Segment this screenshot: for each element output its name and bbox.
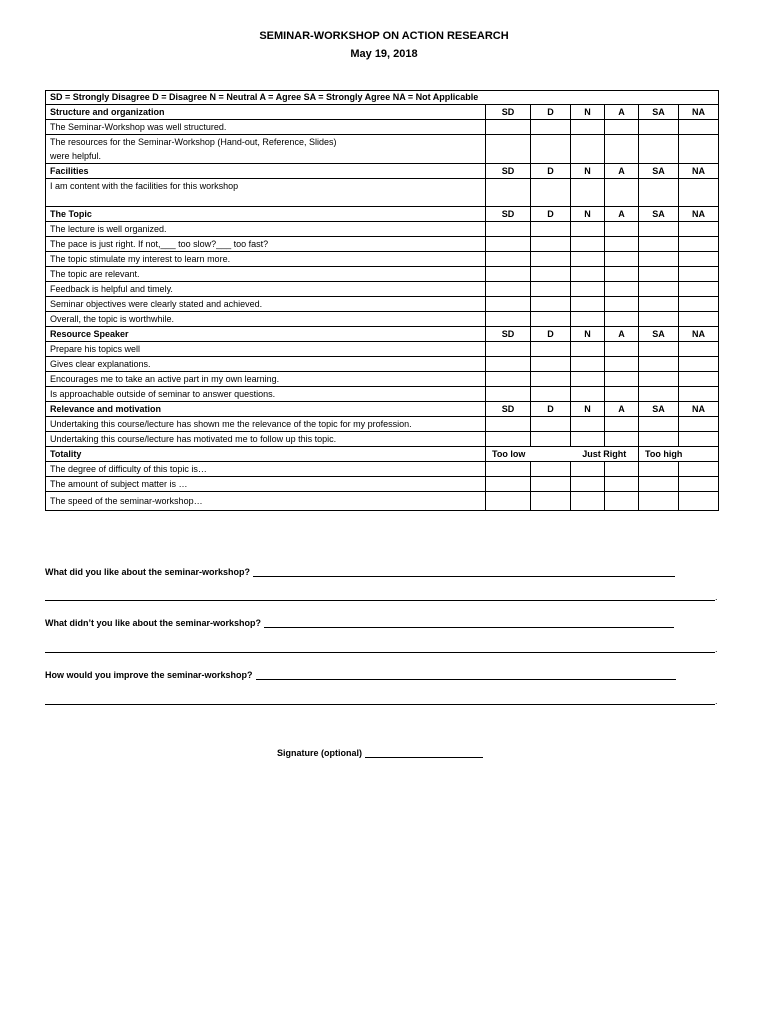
scale-d: D <box>531 327 571 342</box>
item-label: The speed of the seminar-workshop… <box>46 492 486 511</box>
rating-cell[interactable] <box>639 477 679 492</box>
rating-cell[interactable] <box>486 477 531 492</box>
rating-cell[interactable] <box>639 135 679 164</box>
rating-cell[interactable] <box>605 312 639 327</box>
section-title: Relevance and motivation <box>46 402 486 417</box>
rating-cell[interactable] <box>679 237 719 252</box>
rating-cell[interactable] <box>639 312 679 327</box>
rating-cell[interactable] <box>571 387 605 402</box>
item-label: The amount of subject matter is … <box>46 477 486 492</box>
form-date: May 19, 2018 <box>350 48 418 60</box>
item-label: Overall, the topic is worthwhile. <box>46 312 486 327</box>
item-label: The Seminar-Workshop was well structured. <box>46 120 486 135</box>
rating-cell[interactable] <box>605 237 639 252</box>
table-row <box>46 462 719 477</box>
rating-cell[interactable] <box>571 417 605 432</box>
rating-cell[interactable] <box>639 462 679 477</box>
table-row <box>46 135 719 164</box>
scale-a: A <box>605 402 639 417</box>
table-row <box>46 237 719 252</box>
section-header-relevance <box>46 402 719 417</box>
table-row <box>46 477 719 492</box>
rating-cell[interactable] <box>486 267 531 282</box>
rating-cell[interactable] <box>486 462 531 477</box>
answer-line[interactable] <box>253 567 675 577</box>
rating-cell[interactable] <box>486 387 531 402</box>
rating-cell[interactable] <box>679 297 719 312</box>
rating-cell[interactable] <box>605 222 639 237</box>
rating-cell[interactable] <box>605 179 639 207</box>
rating-cell[interactable] <box>605 432 639 447</box>
rating-cell[interactable] <box>531 417 571 432</box>
scale-sa: SA <box>639 105 679 120</box>
rating-cell[interactable] <box>571 342 605 357</box>
answer-line[interactable] <box>45 600 715 601</box>
item-label: The degree of difficulty of this topic is… <box>46 462 486 477</box>
rating-cell[interactable] <box>486 357 531 372</box>
rating-cell[interactable] <box>605 477 639 492</box>
table-row <box>46 417 719 432</box>
rating-cell[interactable] <box>679 342 719 357</box>
scale-n: N <box>571 402 605 417</box>
item-label: Undertaking this course/lecture has shown me the relevance of the topic for my profession. <box>46 417 486 432</box>
rating-cell[interactable] <box>679 432 719 447</box>
rating-cell[interactable] <box>571 357 605 372</box>
rating-cell[interactable] <box>531 222 571 237</box>
rating-cell[interactable] <box>531 432 571 447</box>
answer-line[interactable] <box>45 704 715 705</box>
line-end-period: . <box>715 644 718 654</box>
rating-cell[interactable] <box>679 267 719 282</box>
rating-cell[interactable] <box>486 297 531 312</box>
rating-cell[interactable] <box>639 252 679 267</box>
answer-line[interactable] <box>264 618 674 628</box>
section-title: Totality <box>46 447 486 462</box>
item-label <box>46 135 486 164</box>
rating-cell[interactable] <box>605 297 639 312</box>
question-improve <box>45 670 676 680</box>
table-row <box>46 432 719 447</box>
scale-n: N <box>571 164 605 179</box>
line-end-period: . <box>715 592 718 602</box>
item-label: Seminar objectives were clearly stated and achieved. <box>46 297 486 312</box>
rating-cell[interactable] <box>605 357 639 372</box>
rating-cell[interactable] <box>639 357 679 372</box>
rating-cell[interactable] <box>486 252 531 267</box>
section-header-topic <box>46 207 719 222</box>
item-label: Undertaking this course/lecture has motivated me to follow up this topic. <box>46 432 486 447</box>
section-header-structure <box>46 105 719 120</box>
question-like-label: What did you like about the seminar-workshop? <box>45 567 251 577</box>
rating-cell[interactable] <box>605 342 639 357</box>
section-title: The Topic <box>46 207 486 222</box>
rating-cell[interactable] <box>486 135 531 164</box>
line-end-period: . <box>715 696 718 706</box>
rating-cell[interactable] <box>571 252 605 267</box>
item-label: Feedback is helpful and timely. <box>46 282 486 297</box>
signature-block <box>277 748 483 758</box>
table-row <box>46 372 719 387</box>
rating-cell[interactable] <box>531 477 571 492</box>
rating-cell[interactable] <box>571 135 605 164</box>
rating-cell[interactable] <box>679 387 719 402</box>
question-dislike <box>45 618 674 628</box>
table-row <box>46 267 719 282</box>
form-title: SEMINAR-WORKSHOP ON ACTION RESEARCH <box>259 30 509 42</box>
rating-cell[interactable] <box>571 477 605 492</box>
rating-cell[interactable] <box>639 387 679 402</box>
rating-cell[interactable] <box>605 120 639 135</box>
rating-cell[interactable] <box>639 222 679 237</box>
rating-cell[interactable] <box>639 342 679 357</box>
rating-cell[interactable] <box>605 372 639 387</box>
rating-cell[interactable] <box>639 297 679 312</box>
rating-cell[interactable] <box>605 417 639 432</box>
scale-sa: SA <box>639 327 679 342</box>
rating-cell[interactable] <box>486 312 531 327</box>
item-label-line: The resources for the Seminar-Workshop (Hand-out, Reference, Slides) <box>50 137 337 147</box>
table-row <box>46 387 719 402</box>
scale-a: A <box>605 327 639 342</box>
question-like <box>45 567 675 577</box>
rating-cell[interactable] <box>679 252 719 267</box>
rating-cell[interactable] <box>531 179 571 207</box>
rating-cell[interactable] <box>679 120 719 135</box>
scale-sd: SD <box>486 105 531 120</box>
item-label: Encourages me to take an active part in my own learning. <box>46 372 486 387</box>
question-dislike-label: What didn’t you like about the seminar-workshop? <box>45 618 262 628</box>
item-label-line: were helpful. <box>50 151 102 161</box>
rating-cell[interactable] <box>531 120 571 135</box>
item-label: Prepare his topics well <box>46 342 486 357</box>
section-title: Facilities <box>46 164 486 179</box>
scale-a: A <box>605 207 639 222</box>
rating-cell[interactable] <box>605 387 639 402</box>
rating-cell[interactable] <box>605 267 639 282</box>
too-high-label: Too high <box>639 447 719 462</box>
rating-cell[interactable] <box>679 222 719 237</box>
section-header-facilities <box>46 164 719 179</box>
rating-cell[interactable] <box>679 312 719 327</box>
rating-cell[interactable] <box>571 179 605 207</box>
scale-d: D <box>531 164 571 179</box>
rating-cell[interactable] <box>531 357 571 372</box>
scale-sd: SD <box>486 164 531 179</box>
rating-cell[interactable] <box>639 492 679 511</box>
rating-cell[interactable] <box>571 432 605 447</box>
rating-cell[interactable] <box>679 282 719 297</box>
scale-sd: SD <box>486 207 531 222</box>
rating-cell[interactable] <box>639 179 679 207</box>
rating-cell[interactable] <box>679 135 719 164</box>
item-label: Gives clear explanations. <box>46 357 486 372</box>
scale-d: D <box>531 105 571 120</box>
rating-cell[interactable] <box>486 342 531 357</box>
table-row <box>46 120 719 135</box>
scale-sa: SA <box>639 164 679 179</box>
rating-cell[interactable] <box>531 387 571 402</box>
rating-cell[interactable] <box>571 222 605 237</box>
rating-cell[interactable] <box>571 462 605 477</box>
scale-na: NA <box>679 105 719 120</box>
item-label: The pace is just right. If not,___ too slow?___ too fast? <box>46 237 486 252</box>
rating-cell[interactable] <box>531 252 571 267</box>
rating-cell[interactable] <box>486 222 531 237</box>
rating-cell[interactable] <box>531 312 571 327</box>
table-row <box>46 297 719 312</box>
evaluation-table <box>45 90 719 511</box>
scale-n: N <box>571 105 605 120</box>
rating-cell[interactable] <box>531 282 571 297</box>
section-title: Resource Speaker <box>46 327 486 342</box>
rating-cell[interactable] <box>531 492 571 511</box>
rating-cell[interactable] <box>639 417 679 432</box>
rating-cell[interactable] <box>679 179 719 207</box>
rating-cell[interactable] <box>571 372 605 387</box>
rating-cell[interactable] <box>531 342 571 357</box>
rating-cell[interactable] <box>531 462 571 477</box>
rating-cell[interactable] <box>679 357 719 372</box>
rating-cell[interactable] <box>679 417 719 432</box>
table-row <box>46 312 719 327</box>
question-improve-label: How would you improve the seminar-workshop? <box>45 670 253 680</box>
table-row <box>46 282 719 297</box>
item-label: I am content with the facilities for this workshop <box>46 179 486 207</box>
scale-na: NA <box>679 207 719 222</box>
rating-cell[interactable] <box>531 135 571 164</box>
rating-cell[interactable] <box>639 372 679 387</box>
just-right-label: Just Right <box>571 447 639 462</box>
rating-cell[interactable] <box>679 492 719 511</box>
rating-cell[interactable] <box>531 237 571 252</box>
too-low-label: Too low <box>486 447 571 462</box>
rating-cell[interactable] <box>486 492 531 511</box>
rating-legend: SD = Strongly Disagree D = Disagree N = Neutral A = Agree SA = Strongly Agree NA = Not Applicable <box>46 91 719 105</box>
signature-line[interactable] <box>365 748 483 758</box>
rating-cell[interactable] <box>571 492 605 511</box>
rating-cell[interactable] <box>571 282 605 297</box>
rating-cell[interactable] <box>571 237 605 252</box>
rating-cell[interactable] <box>486 432 531 447</box>
scale-d: D <box>531 402 571 417</box>
rating-cell[interactable] <box>486 282 531 297</box>
rating-cell[interactable] <box>531 297 571 312</box>
rating-cell[interactable] <box>605 282 639 297</box>
scale-n: N <box>571 207 605 222</box>
rating-cell[interactable] <box>605 492 639 511</box>
signature-label: Signature (optional) <box>277 748 362 758</box>
table-row <box>46 342 719 357</box>
scale-na: NA <box>679 402 719 417</box>
rating-cell[interactable] <box>639 432 679 447</box>
rating-cell[interactable] <box>679 477 719 492</box>
scale-d: D <box>531 207 571 222</box>
rating-cell[interactable] <box>531 267 571 282</box>
answer-line[interactable] <box>45 652 715 653</box>
item-label: Is approachable outside of seminar to answer questions. <box>46 387 486 402</box>
rating-cell[interactable] <box>639 120 679 135</box>
rating-cell[interactable] <box>571 267 605 282</box>
rating-cell[interactable] <box>639 282 679 297</box>
scale-na: NA <box>679 327 719 342</box>
rating-cell[interactable] <box>571 120 605 135</box>
rating-cell[interactable] <box>486 179 531 207</box>
table-row <box>46 252 719 267</box>
section-title: Structure and organization <box>46 105 486 120</box>
rating-cell[interactable] <box>679 462 719 477</box>
rating-cell[interactable] <box>605 462 639 477</box>
rating-cell[interactable] <box>531 372 571 387</box>
rating-cell[interactable] <box>639 267 679 282</box>
scale-sa: SA <box>639 402 679 417</box>
scale-na: NA <box>679 164 719 179</box>
section-header-speaker <box>46 327 719 342</box>
scale-a: A <box>605 105 639 120</box>
scale-n: N <box>571 327 605 342</box>
rating-cell[interactable] <box>486 372 531 387</box>
item-label: The topic are relevant. <box>46 267 486 282</box>
scale-sd: SD <box>486 327 531 342</box>
rating-cell[interactable] <box>679 372 719 387</box>
table-row <box>46 222 719 237</box>
rating-cell[interactable] <box>486 237 531 252</box>
table-row <box>46 357 719 372</box>
item-label: The topic stimulate my interest to learn more. <box>46 252 486 267</box>
table-row <box>46 179 719 207</box>
table-row <box>46 492 719 511</box>
rating-cell[interactable] <box>486 417 531 432</box>
rating-cell[interactable] <box>605 135 639 164</box>
rating-cell[interactable] <box>571 297 605 312</box>
section-header-totality <box>46 447 719 462</box>
rating-cell[interactable] <box>571 312 605 327</box>
scale-a: A <box>605 164 639 179</box>
scale-sd: SD <box>486 402 531 417</box>
item-label: The lecture is well organized. <box>46 222 486 237</box>
rating-cell[interactable] <box>486 120 531 135</box>
answer-line[interactable] <box>256 670 676 680</box>
rating-cell[interactable] <box>639 237 679 252</box>
rating-cell[interactable] <box>605 252 639 267</box>
scale-sa: SA <box>639 207 679 222</box>
